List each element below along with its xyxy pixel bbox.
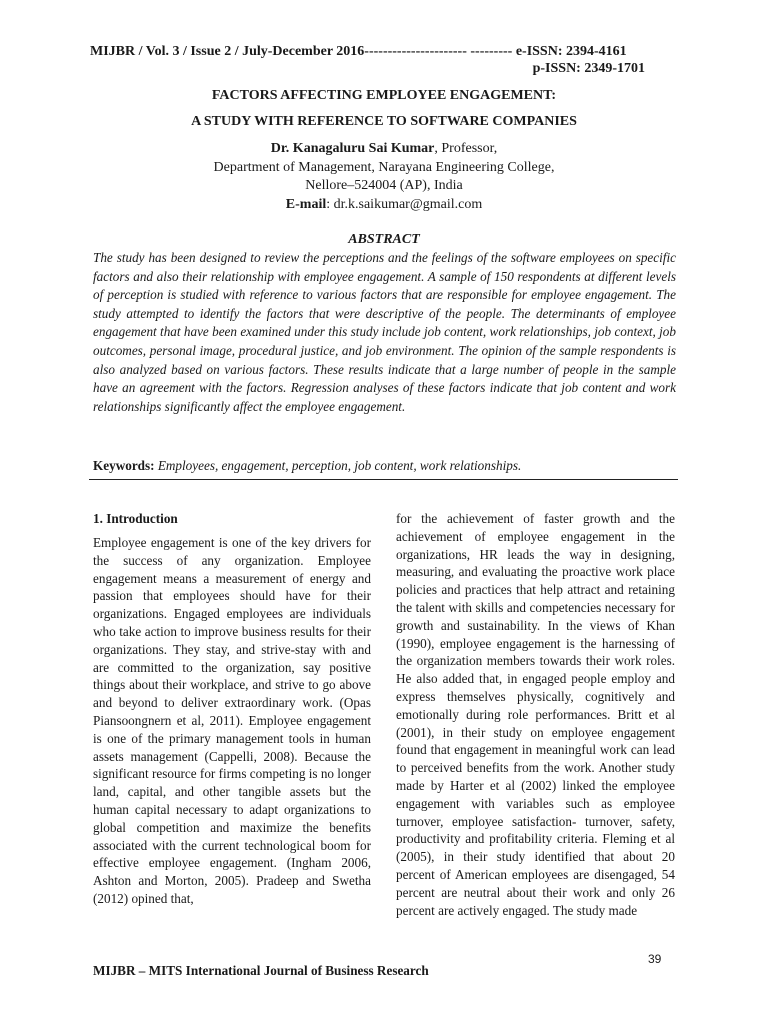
body-column-right	[396, 510, 675, 919]
author-block	[90, 140, 678, 214]
body-column-left	[93, 534, 371, 908]
abstract-text: The study has been designed to review the perceptions and the feelings of the software employees on specific factors and also their relationship with employee engagement. A sample of 150 respondents at different levels of perception is studied with reference to various factors that are responsible for employee engagement. The study attempted to identify the factors that were descriptive of the people. The determinants of employee engagement that have been examined under this study include job content, work relationships, job context, job outcomes, personal image, procedural justice, and job environment. The opinion of the sample respondents is also analyzed based on various factors. These results indicate that a large number of people in the sample have an agreement with the factors. Regression analyses of these factors indicate that job content and work relationships significantly affect the employee engagement.	[93, 250, 676, 414]
section-divider	[89, 479, 678, 480]
paper-title-line2: A STUDY WITH REFERENCE TO SOFTWARE COMPANIES	[191, 114, 577, 129]
keywords-label: Keywords:	[93, 458, 155, 473]
email-label: E-mail	[285, 196, 327, 212]
journal-header-line1: MIJBR / Vol. 3 / Issue 2 / July-December 2016---------------------- --------- e-ISSN: 2394-4161	[90, 44, 627, 59]
keywords-value: Employees, engagement, perception, job content, work relationships.	[154, 458, 522, 473]
author-role: , Professor,	[434, 141, 498, 156]
author-address: Nellore–524004 (AP), India	[305, 178, 463, 193]
author-email: : dr.k.saikumar@gmail.com	[326, 196, 483, 212]
page-number: 39	[648, 952, 662, 966]
journal-footer: MIJBR – MITS International Journal of Business Research	[93, 963, 429, 978]
journal-header-pissn: p-ISSN: 2349-1701	[532, 61, 645, 76]
author-department: Department of Management, Narayana Engineering College,	[213, 159, 555, 175]
author-name: Dr. Kanagaluru Sai Kumar	[270, 141, 435, 156]
paper-title-line1: FACTORS AFFECTING EMPLOYEE ENGAGEMENT:	[211, 88, 557, 103]
keywords	[93, 458, 683, 474]
section-heading-introduction: 1. Introduction	[93, 511, 178, 526]
intro-paragraph-left: Employee engagement is one of the key drivers for the success of any organization. Employee engagement means a measurement of energy and passion that employees should have for their organizations. Engaged employees are individuals who take action to improve business results for their organizations. They stay, and strive-stay with and are committed to the organization, say positive things about their workplace, and strive to go above and beyond to deliver extraordinary work. (Opas Piansoongnern et al, 2011). Employee engagement is one of the primary management tools in human assets management (Cappelli, 2008). Because the significant resource for firms competing is no longer land, capital, and other tangible assets but the human capital necessary to adapt organizations to global competition and maximize the benefits associated with the current technological boom for effective employee engagement. (Ingham 2006, Ashton and Morton, 2005). Pradeep and Swetha (2012) opined that,	[93, 535, 371, 906]
intro-paragraph-right: for the achievement of faster growth and the achievement of employee engagement in the organizations, HR leads the way in designing, measuring, and evaluating the proactive work place policies and practices that help attract and retaining the talent with skills and competencies necessary for growth and sustainability. In the views of Khan (1990), employee engagement is the harnessing of the organization members towards their work roles. He also added that, in engaged people employ and express themselves physically, cognitively and emotionally during role performances. Britt et al (2001), in their study on employee engagement found that engagement in meaningful work can lead to perceived benefits from the work. Another study made by Harter et al (2002) linked the employee engagement with variables such as employee turnover, employee satisfaction- turnover, safety, productivity and profitability criteria. Fleming et al (2005), in their study identified that about 20 percent of American employees are disengaged, 54 percent are neutral about their work and only 26 percent are actively engaged. The study made	[396, 511, 675, 918]
abstract-heading: ABSTRACT	[348, 232, 420, 247]
journal-header	[90, 43, 645, 77]
